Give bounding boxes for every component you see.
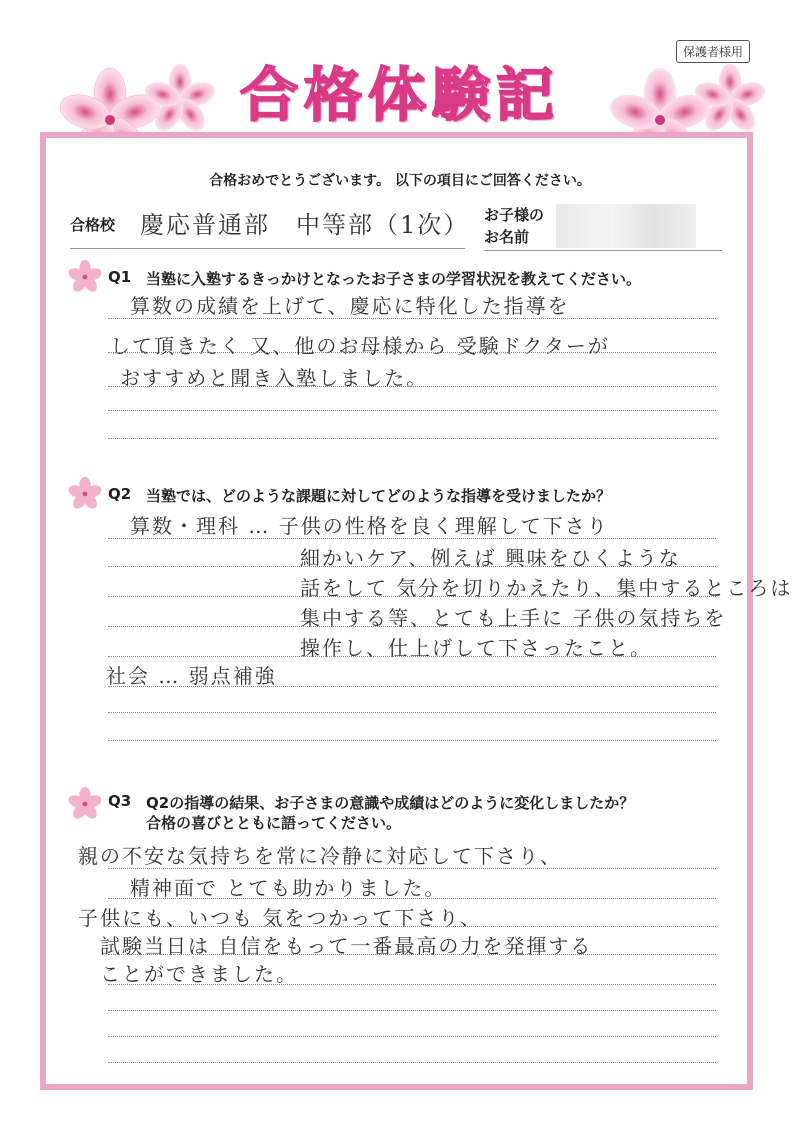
q3-answer-line-1: 親の不安な気持ちを常に冷静に対応して下さり、 [78, 844, 562, 868]
child-name-label-line1: お子様の [484, 206, 545, 224]
q2-rule [108, 626, 716, 627]
q1-blossom-icon [66, 258, 104, 296]
q1-answer-line-3: おすすめと聞き入塾しました。 [120, 366, 429, 390]
q2-rule [108, 596, 716, 597]
q1-number: Q1 [108, 268, 132, 286]
q2-rule [108, 686, 716, 687]
q2-rule [108, 656, 716, 657]
q1-rule [108, 386, 716, 387]
q1-rule [108, 410, 716, 411]
q3-blossom-icon [66, 785, 104, 823]
q1-rule [108, 352, 716, 353]
school-underline [70, 248, 465, 249]
q1-answer-line-1: 算数の成績を上げて、慶応に特化した指導を [130, 294, 570, 318]
q3-rule [108, 898, 716, 899]
q3-answer-line-2: 精神面で とても助かりました。 [130, 876, 447, 900]
q2-answer-line-4: 集中する等、とても上手に 子供の気持ちを [300, 606, 727, 630]
school-label: 合格校 [70, 216, 116, 234]
q3-number: Q3 [108, 792, 132, 810]
q2-answer-line-2: 細かいケア、例えば 興味をひくような [300, 546, 681, 570]
q2-answer-line-3: 話をして 気分を切りかえたり、集中するところは [300, 576, 793, 600]
q2-answer-line-6: 社会 … 弱点補強 [106, 664, 277, 688]
audience-badge: 保護者様用 [676, 40, 750, 63]
q3-answer-line-4: 試験当日は 自信をもって一番最高の力を発揮する [100, 934, 593, 958]
q3-rule [108, 926, 716, 927]
intro-text: 合格おめでとうございます。 以下の項目にご回答ください。 [209, 173, 591, 189]
child-name-label-line2: お名前 [484, 228, 530, 246]
q3-question-line-1: Q2の指導の結果、お子さまの意識や成績はどのように変化しましたか？ [146, 794, 635, 812]
q3-rule [108, 1010, 716, 1011]
q2-rule [108, 740, 716, 741]
q3-rule [108, 984, 716, 985]
q3-rule [108, 954, 716, 955]
q1-rule [108, 438, 716, 439]
q3-rule [108, 1062, 716, 1063]
q2-answer-line-5: 操作し、仕上げして下さったこと。 [300, 636, 652, 660]
q3-rule [108, 1036, 716, 1037]
q2-answer-line-1: 算数・理科 … 子供の性格を良く理解して下さり [130, 514, 609, 538]
child-name-underline [484, 250, 722, 251]
q2-rule [108, 566, 716, 567]
q3-answer-line-5: ことができました。 [100, 962, 298, 986]
school-value: 慶応普通部 中等部（1次） [140, 211, 470, 239]
q2-rule [108, 712, 716, 713]
redacted-name [556, 204, 696, 248]
q1-rule [108, 318, 716, 319]
page-title: 合格体験記 [239, 61, 560, 129]
q3-question-line-2: 合格の喜びとともに語ってください。 [146, 814, 402, 832]
q1-question: 当塾に入塾するきっかけとなったお子さまの学習状況を教えてください。 [146, 270, 642, 288]
q2-blossom-icon [66, 475, 104, 513]
q1-answer-line-2: して頂きたく 又、他のお母様から 受験ドクターが [110, 334, 610, 358]
q2-question: 当塾では、どのような課題に対してどのような指導を受けましたか？ [146, 487, 612, 505]
q2-number: Q2 [108, 485, 132, 503]
q2-rule [108, 538, 716, 539]
q3-rule [108, 868, 716, 869]
q3-answer-line-3: 子供にも、いつも 気をつかって下さり、 [78, 906, 483, 930]
